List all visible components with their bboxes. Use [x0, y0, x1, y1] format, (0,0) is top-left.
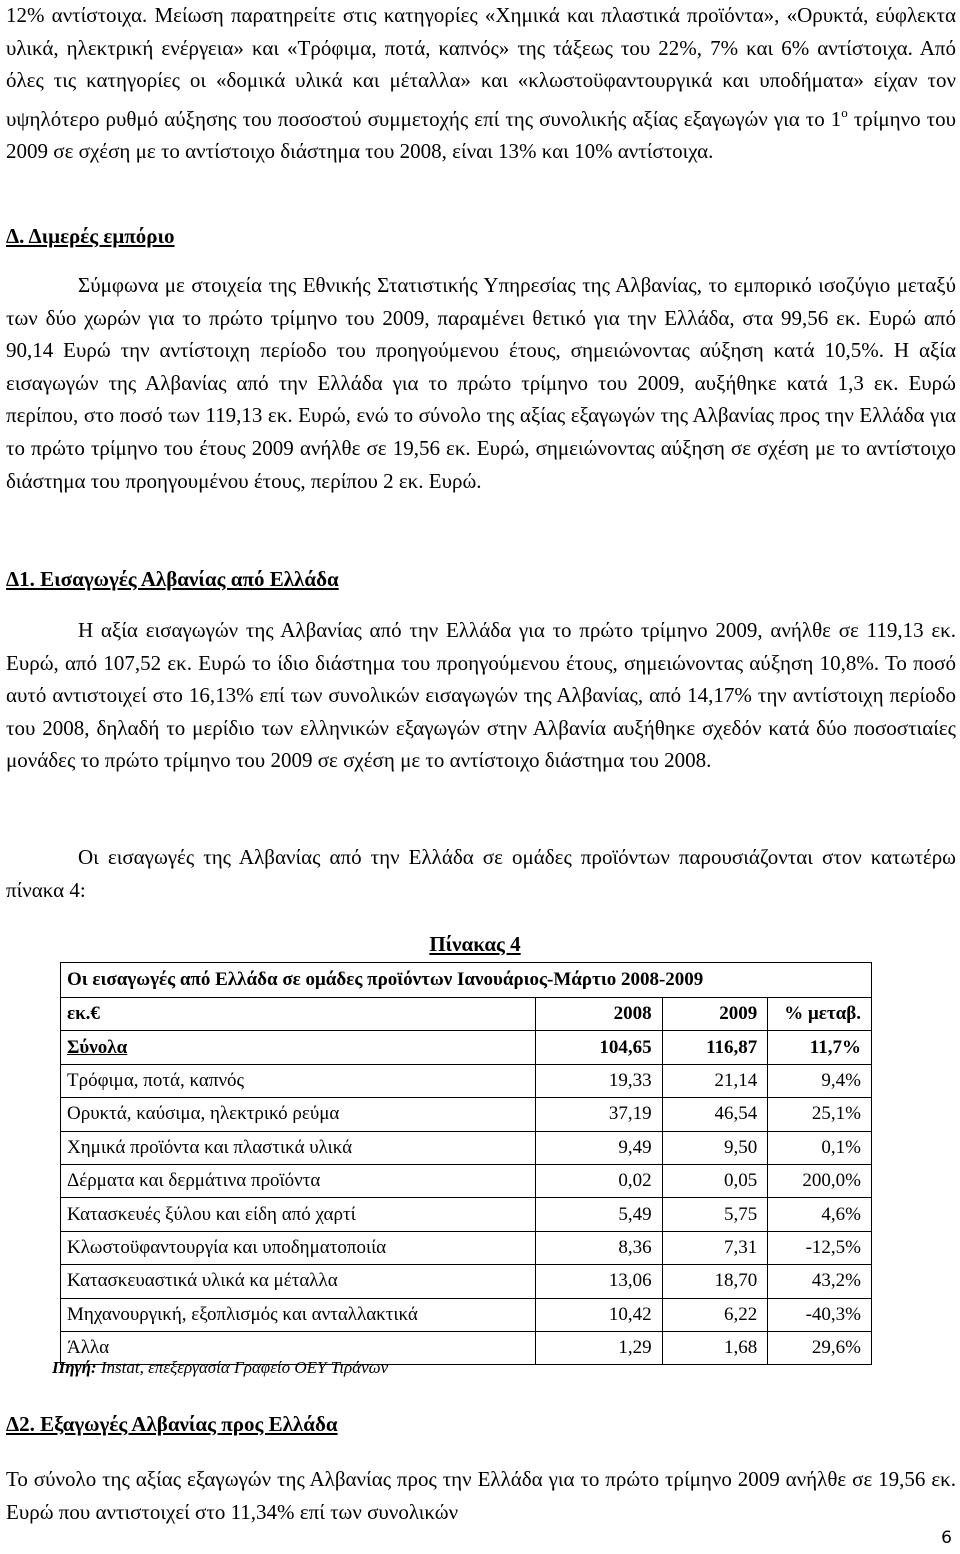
row-2009: 0,05 [662, 1164, 768, 1197]
table-title: Πίνακας 4 [429, 932, 521, 956]
row-2009: 9,50 [662, 1131, 768, 1164]
row-2009: 6,22 [662, 1298, 768, 1331]
row-2009: 1,68 [662, 1331, 768, 1364]
source-label: Πηγή: [52, 1358, 97, 1377]
row-2008: 9,49 [536, 1131, 662, 1164]
ordinal-superscript: ο [841, 104, 848, 120]
row-2009: 21,14 [662, 1064, 768, 1097]
row-change: 200,0% [768, 1164, 872, 1197]
row-change: 25,1% [768, 1098, 872, 1131]
row-category: Ορυκτά, καύσιμα, ηλεκτρικό ρεύμα [61, 1098, 536, 1131]
total-label: Σύνολα [61, 1031, 536, 1064]
total-2008: 104,65 [536, 1031, 662, 1064]
row-change: 43,2% [768, 1265, 872, 1298]
row-category: Μηχανουργική, εξοπλισμός και ανταλλακτικά [61, 1298, 536, 1331]
row-category: Τρόφιμα, ποτά, καπνός [61, 1064, 536, 1097]
row-2008: 10,42 [536, 1298, 662, 1331]
table-header-row [61, 998, 872, 1031]
row-2008: 8,36 [536, 1231, 662, 1264]
table-row [61, 1298, 872, 1331]
section-d1-paragraph: Η αξία εισαγωγών της Αλβανίας από την Ελλάδα για το πρώτο τρίμηνο 2009, ανήλθε σε 119,13 εκ. Ευρώ, από 107,52 εκ. Ευρώ το ίδιο διάστημα του προηγούμενου έτους, σημειώνοντας αύξηση 10,8%. Το ποσό αυτό αντιστοιχεί στο 16,13% επί των συνολικών εισαγωγών της Αλβανίας, από 14,17% την αντίστοιχη περίοδο του 2008, δηλαδή το μερίδιο των ελληνικών εξαγωγών στην Αλβανία αυξήθηκε σχεδόν κατά δύο ποσοστιαίες μονάδες το πρώτο τρίμηνο του 2009 σε σχέση με το αντίστοιχο διάστημα του 2008. [6, 618, 956, 773]
table-row [61, 1164, 872, 1197]
source-text: Instat, επεξεργασία Γραφείο ΟΕΥ Τιράνων [96, 1358, 389, 1377]
intro-text: 12% αντίστοιχα. Μείωση παρατηρείτε στις κατηγορίες «Χημικά και πλαστικά προϊόντα», «Ορυκτά, εύφλεκτα υλικά, ηλεκτρική ενέργεια» και «Τρόφιμα, ποτά, καπνός» της τάξεως του 22%, 7% και 6% αντίστοιχα. Από όλες τις κατηγορίες οι «δομικά υλικά και μέταλλα» και «κλωστοϋφαντουργικά και υποδήματα» είχαν τον υψηλότερο ρυθμό αύξησης του ποσοστού συμμετοχής επί της συνολικής αξίας εξαγωγών για το 1 [6, 3, 956, 131]
row-category: Κατασκευαστικά υλικά κα μέταλλα [61, 1265, 536, 1298]
page-number: 6 [941, 1528, 952, 1548]
header-2009: 2009 [662, 998, 768, 1031]
section-d-heading: Δ. Διμερές εμπόριο [6, 224, 175, 248]
table-row [61, 1265, 872, 1298]
row-category: Κατασκευές ξύλου και είδη από χαρτί [61, 1198, 536, 1231]
section-d1-paragraph-2: Οι εισαγωγές της Αλβανίας από την Ελλάδα σε ομάδες προϊόντων παρουσιάζονται στον κατωτέρω πίνακα 4: [6, 845, 956, 902]
header-change: % μεταβ. [768, 998, 872, 1031]
row-2009: 18,70 [662, 1265, 768, 1298]
section-d2-paragraph: Το σύνολο της αξίας εξαγωγών της Αλβανίας προς την Ελλάδα για το πρώτο τρίμηνο 2009 ανήλθε σε 19,56 εκ. Ευρώ που αντιστοιχεί στο 11,34% επί των συνολικών [6, 1467, 956, 1524]
header-unit: εκ.€ [61, 998, 536, 1031]
row-2008: 37,19 [536, 1098, 662, 1131]
section-d2-heading: Δ2. Εξαγωγές Αλβανίας προς Ελλάδα [6, 1412, 338, 1436]
header-2008: 2008 [536, 998, 662, 1031]
imports-table [60, 962, 872, 1365]
table-row [61, 1098, 872, 1131]
row-2009: 5,75 [662, 1198, 768, 1231]
row-change: 29,6% [768, 1331, 872, 1364]
row-2008: 0,02 [536, 1164, 662, 1197]
table-source [52, 1356, 388, 1380]
row-change: 9,4% [768, 1064, 872, 1097]
row-2008: 1,29 [536, 1331, 662, 1364]
row-change: -40,3% [768, 1298, 872, 1331]
table-caption: Οι εισαγωγές από Ελλάδα σε ομάδες προϊόντων Ιανουάριος-Μάρτιο 2008-2009 [61, 963, 872, 998]
row-change: 4,6% [768, 1198, 872, 1231]
row-2008: 5,49 [536, 1198, 662, 1231]
row-2009: 46,54 [662, 1098, 768, 1131]
section-d-paragraph: Σύμφωνα με στοιχεία της Εθνικής Στατιστικής Υπηρεσίας της Αλβανίας, το εμπορικό ισοζύγιο μεταξύ των δύο χωρών για το πρώτο τρίμηνο του 2009, παραμένει θετικό για την Ελλάδα, στα 99,56 εκ. Ευρώ από 90,14 Ευρώ την αντίστοιχη περίοδο του προηγούμενου έτους, σημειώνοντας αύξηση κατά 10,5%. Η αξία εισαγωγών της Αλβανίας από την Ελλάδα για το πρώτο τρίμηνο του 2009, αυξήθηκε κατά 1,3 εκ. Ευρώ περίπου, στο ποσό των 119,13 εκ. Ευρώ, ενώ το σύνολο της αξίας εξαγωγών της Αλβανίας προς την Ελλάδα για το πρώτο τρίμηνο του έτους 2009 ανήλθε σε 19,56 εκ. Ευρώ, σημειώνοντας αύξηση σε σχέση με το αντίστοιχο διάστημα του προηγουμένου έτους, περίπου 2 εκ. Ευρώ. [6, 273, 956, 493]
table-total-row [61, 1031, 872, 1064]
intro-text-end: τρίμηνο του 2009 σε σχέση με το αντίστοιχο διάστημα του 2008, είναι 13% και 10% αντίστοιχα. [6, 106, 957, 164]
row-2008: 19,33 [536, 1064, 662, 1097]
row-category: Κλωστοϋφαντουργία και υποδηματοποιία [61, 1231, 536, 1264]
intro-paragraph [6, 0, 956, 168]
total-change: 11,7% [768, 1031, 872, 1064]
row-category: Δέρματα και δερμάτινα προϊόντα [61, 1164, 536, 1197]
row-change: 0,1% [768, 1131, 872, 1164]
table-row [61, 1231, 872, 1264]
row-2009: 7,31 [662, 1231, 768, 1264]
table-row [61, 1198, 872, 1231]
section-d1-heading: Δ1. Εισαγωγές Αλβανίας από Ελλάδα [6, 567, 339, 591]
total-2009: 116,87 [662, 1031, 768, 1064]
row-change: -12,5% [768, 1231, 872, 1264]
table-row [61, 1064, 872, 1097]
row-2008: 13,06 [536, 1265, 662, 1298]
table-row [61, 1131, 872, 1164]
row-category: Χημικά προϊόντα και πλαστικά υλικά [61, 1131, 536, 1164]
row-category: Άλλα [61, 1331, 536, 1364]
